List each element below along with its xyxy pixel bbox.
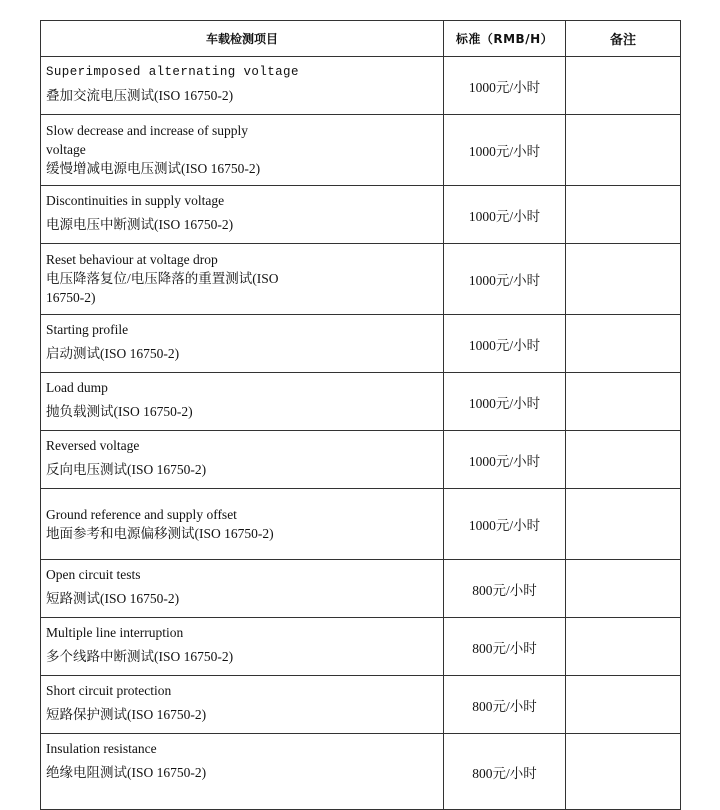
test-item-cell [41,373,444,431]
test-item-chinese: 短路保护测试(ISO 16750-2) [46,707,207,722]
test-item-chinese: 启动测试(ISO 16750-2) [46,346,180,361]
test-price-table [40,20,681,810]
test-item-cell [41,489,444,560]
note-cell [566,734,681,810]
test-item-cell [41,186,444,244]
table-row [41,373,681,431]
price-cell: 1000元/小时 [444,489,566,560]
table-row [41,431,681,489]
test-item-cell [41,244,444,315]
header-notes: 备注 [566,21,681,57]
price-cell: 1000元/小时 [444,186,566,244]
table-row [41,489,681,560]
test-item-english: Load dump [46,380,108,395]
price-cell: 1000元/小时 [444,115,566,186]
table-row [41,560,681,618]
note-cell [566,618,681,676]
note-cell [566,244,681,315]
price-cell: 800元/小时 [444,618,566,676]
test-item-chinese: 多个线路中断测试(ISO 16750-2) [46,649,234,664]
test-item-cell [41,560,444,618]
test-item-chinese: 短路测试(ISO 16750-2) [46,591,180,606]
header-test-item: 车载检测项目 [41,21,444,57]
test-item-chinese: 电源电压中断测试(ISO 16750-2) [46,217,234,232]
note-cell [566,676,681,734]
table-row [41,115,681,186]
test-item-cell [41,618,444,676]
table-header-row [41,21,681,57]
test-item-chinese: 叠加交流电压测试(ISO 16750-2) [46,88,234,103]
price-cell: 800元/小时 [444,734,566,810]
note-cell [566,431,681,489]
note-cell [566,115,681,186]
note-cell [566,315,681,373]
table-row [41,244,681,315]
price-cell: 1000元/小时 [444,57,566,115]
table-row [41,186,681,244]
price-cell: 1000元/小时 [444,244,566,315]
test-item-english: Multiple line interruption [46,625,184,640]
test-item-english: Short circuit protection [46,683,172,698]
test-item-english: Reset behaviour at voltage drop [46,252,218,267]
test-item-english: Discontinuities in supply voltage [46,193,225,208]
price-cell: 800元/小时 [444,676,566,734]
test-item-cell [41,115,444,186]
test-item-chinese: 绝缘电阻测试(ISO 16750-2) [46,765,207,780]
note-cell [566,373,681,431]
table-row [41,618,681,676]
test-item-english: Slow decrease and increase of supply voltage [46,123,249,157]
test-item-chinese: 地面参考和电源偏移测试(ISO 16750-2) [46,525,274,541]
test-item-chinese: 抛负载测试(ISO 16750-2) [46,404,193,419]
test-item-english: Reversed voltage [46,438,140,453]
test-item-chinese: 反向电压测试(ISO 16750-2) [46,462,207,477]
price-cell: 1000元/小时 [444,315,566,373]
test-item-cell [41,315,444,373]
test-item-cell [41,676,444,734]
test-item-english: Insulation resistance [46,741,157,756]
note-cell [566,57,681,115]
note-cell [566,489,681,560]
header-price-standard: 标准（RMB/H） [444,21,566,57]
table-row [41,676,681,734]
test-item-chinese: 电压降落复位/电压降落的重置测试(ISO 16750-2) [46,271,279,305]
test-item-english: Superimposed alternating voltage [46,65,299,79]
price-cell: 1000元/小时 [444,431,566,489]
test-item-english: Ground reference and supply offset [46,506,237,522]
test-item-cell [41,431,444,489]
table-row [41,57,681,115]
price-cell: 1000元/小时 [444,373,566,431]
table-row [41,734,681,810]
test-item-english: Starting profile [46,322,129,337]
test-item-cell [41,57,444,115]
table-row [41,315,681,373]
note-cell [566,560,681,618]
test-item-english: Open circuit tests [46,567,141,582]
note-cell [566,186,681,244]
price-cell: 800元/小时 [444,560,566,618]
test-item-chinese: 缓慢增减电源电压测试(ISO 16750-2) [46,161,261,176]
test-item-cell [41,734,444,810]
